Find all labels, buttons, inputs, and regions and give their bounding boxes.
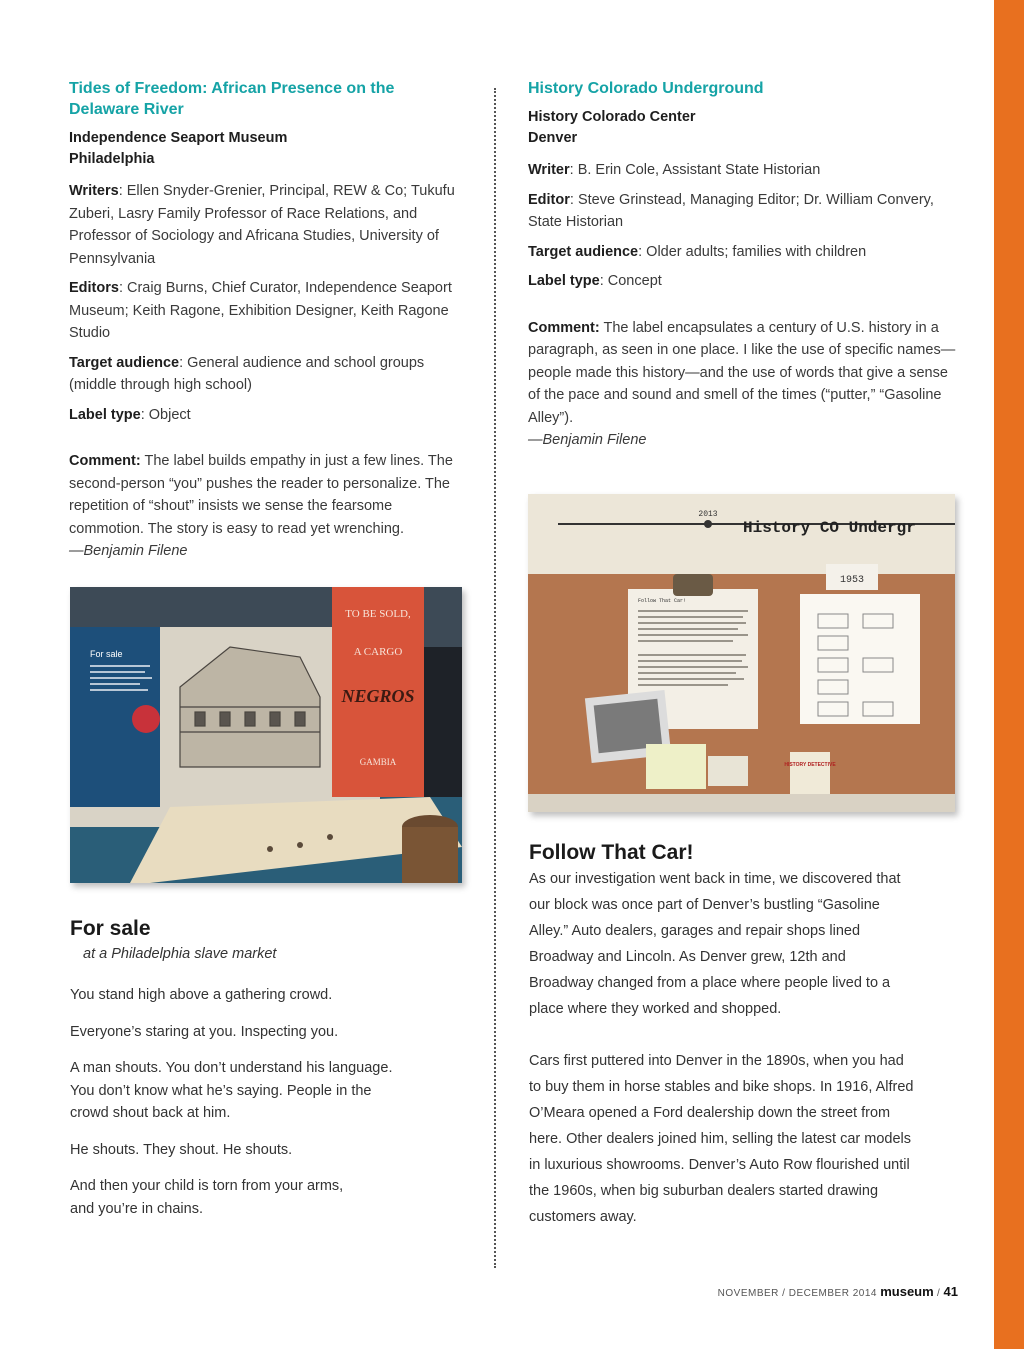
- svg-text:NEGROS: NEGROS: [341, 686, 415, 706]
- left-column: [69, 78, 469, 563]
- left-venue: [69, 128, 469, 170]
- follow-that-car-para: Cars first puttered into Denver in the 1890s, when you had to buy them in horse stables and bike shops. In 1916, Alfred O’Meara opened a Ford dealership down the street from here. Other dealers joined him, selling the latest car models in luxurious showrooms. Denver’s Auto Row flourished until the 1960s, when big suburban dealers started drawing customers away.: [529, 1053, 914, 1225]
- svg-text:1953: 1953: [839, 575, 865, 586]
- right-exhibit-title: History Colorado Underground: [528, 80, 764, 97]
- svg-text:GAMBIA: GAMBIA: [359, 757, 397, 767]
- page-footer: [718, 1284, 958, 1299]
- right-venue-city: Denver: [528, 130, 578, 146]
- for-sale-para: Everyone’s staring at you. Inspecting you.: [70, 1023, 339, 1040]
- left-label-type: Label type: Object: [69, 406, 191, 423]
- left-venue-name: Independence Seaport Museum: [69, 130, 288, 146]
- for-sale-para: A man shouts. You don’t understand his language. You don’t know what he’s saying. People in the crowd shout back at him.: [70, 1060, 393, 1121]
- right-venue-name: History Colorado Center: [528, 109, 696, 125]
- right-audience: Target audience: Older adults; families with children: [528, 243, 867, 260]
- for-sale-para: And then your child is torn from your arms, and you’re in chains.: [70, 1178, 344, 1217]
- follow-that-car-heading: Follow That Car!: [529, 841, 694, 864]
- slave-market-exhibit-photo: [70, 587, 462, 883]
- for-sale-label: [70, 916, 470, 1234]
- right-byline: —Benjamin Filene: [528, 432, 647, 448]
- panel-title: For sale: [90, 649, 123, 659]
- left-writers: Writers: Ellen Snyder-Grenier, Principal, REW & Co; Tukufu Zuberi, Lasry Family Professor of Race Relations, and Professor of Sociology and Africana Studies, University of Pennsylvania: [69, 183, 455, 267]
- right-writer: Writer: B. Erin Cole, Assistant State Historian: [528, 162, 821, 178]
- right-comment: Comment: The label encapsulates a century of U.S. history in a paragraph, as seen in one place. I like the use of specific names—people made this history—and the use of words that give a sense of the pace and sound and smell of the times (“putter,” “Gasoline Alley”). —Benjamin Filene: [528, 317, 956, 452]
- for-sale-para: You stand high above a gathering crowd.: [70, 987, 333, 1003]
- column-divider: [494, 88, 496, 1268]
- history-colorado-exhibit-photo: [528, 494, 955, 812]
- left-venue-city: Philadelphia: [69, 151, 155, 167]
- left-audience: Target audience: General audience and school groups (middle through high school): [69, 354, 425, 393]
- svg-text:TO BE SOLD,: TO BE SOLD,: [345, 608, 411, 620]
- for-sale-heading: For sale: [70, 917, 151, 940]
- page-number: 41: [943, 1284, 958, 1299]
- svg-text:A CARGO: A CARGO: [353, 646, 403, 658]
- left-byline: —Benjamin Filene: [69, 543, 188, 559]
- for-sale-subheading: at a Philadelphia slave market: [83, 946, 277, 962]
- svg-text:Follow That Car!: Follow That Car!: [638, 598, 687, 604]
- right-venue: [528, 107, 956, 149]
- footer-separator: /: [936, 1288, 941, 1299]
- svg-text:2013: 2013: [698, 510, 718, 519]
- left-exhibit-title: Tides of Freedom: African Presence on the Delaware River: [69, 80, 395, 118]
- orange-edge-bar: [994, 0, 1024, 1349]
- right-editor: Editor: Steve Grinstead, Managing Editor; Dr. William Convery, State Historian: [528, 191, 934, 230]
- left-editors: Editors: Craig Burns, Chief Curator, Independence Seaport Museum; Keith Ragone, Exhibition Designer, Keith Ragone Studio: [69, 280, 452, 341]
- left-comment: Comment: The label builds empathy in just a few lines. The second-person “you” pushes the reader to personalize. The repetition of “shout” insists we sense the fearsome commotion. The story is easy to read yet wrenching. —Benjamin Filene: [69, 450, 469, 563]
- follow-that-car-label: [529, 840, 929, 1256]
- right-label-type: Label type: Concept: [528, 273, 662, 289]
- magazine-brand: museum: [880, 1284, 934, 1299]
- svg-text:History CO Undergr: History CO Undergr: [743, 519, 916, 537]
- right-column: [528, 78, 956, 452]
- follow-that-car-para: As our investigation went back in time, we discovered that our block was once part of Denver’s bustling “Gasoline Alley.” Auto dealers, garages and repair shops lined Broadway and Lincoln. As Denver grew, 12th and Broadway changed from a place where people lived to a place where they worked and shopped.: [529, 871, 901, 1017]
- issue-date: NOVEMBER / DECEMBER 2014: [717, 1288, 877, 1299]
- for-sale-para: He shouts. They shout. He shouts.: [70, 1141, 293, 1158]
- svg-text:HISTORY DETECTIVE: HISTORY DETECTIVE: [784, 762, 836, 768]
